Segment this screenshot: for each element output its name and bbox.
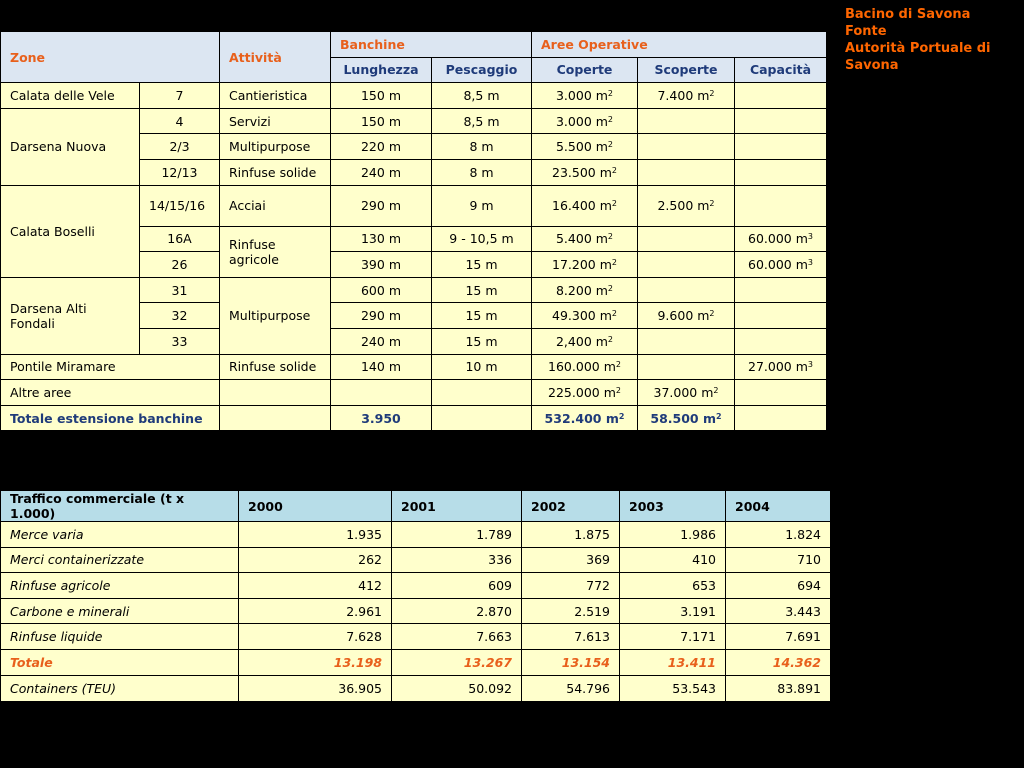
draft-cell: 8,5 m — [432, 108, 532, 134]
traffic-value: 3.443 — [726, 598, 831, 624]
uncovered-cell — [638, 226, 735, 252]
quay-cell: 31 — [140, 277, 220, 303]
covered-cell: 3.000 $m^2$ — [532, 83, 638, 109]
length-cell: 290 m — [331, 185, 432, 226]
header-uncovered: Scoperte — [638, 57, 735, 83]
draft-cell: 15 m — [432, 303, 532, 329]
quay-cell: 32 — [140, 303, 220, 329]
traffic-teu-row — [1, 675, 831, 702]
traffic-value: 694 — [726, 573, 831, 599]
traffic-value: 50.092 — [392, 675, 522, 702]
uncovered-cell: 7.400 $m^2$ — [638, 83, 735, 109]
length-cell: 390 m — [331, 252, 432, 278]
traffic-value: 1.824 — [726, 522, 831, 548]
total-label: Totale estensione banchine — [1, 405, 220, 431]
traffic-header-year: 2000 — [239, 491, 392, 522]
covered-cell: 5.500 $m^2$ — [532, 134, 638, 160]
length-cell: 240 m — [331, 328, 432, 354]
traffic-value: 2.519 — [522, 598, 620, 624]
draft-cell: 15 m — [432, 277, 532, 303]
traffic-value: 36.905 — [239, 675, 392, 702]
draft-cell — [432, 380, 532, 406]
capacity-cell — [735, 328, 827, 354]
uncovered-cell: 37.000 $m^2$ — [638, 380, 735, 406]
table-row — [1, 108, 827, 134]
draft-cell: 10 m — [432, 354, 532, 380]
length-cell: 140 m — [331, 354, 432, 380]
uncovered-cell: 9.600 $m^2$ — [638, 303, 735, 329]
traffic-value: 83.891 — [726, 675, 831, 702]
traffic-value: 710 — [726, 547, 831, 573]
traffic-value: 13.411 — [620, 649, 726, 675]
source-note-label: Fonte — [845, 24, 887, 39]
quay-cell: 2/3 — [140, 134, 220, 160]
quay-cell: 33 — [140, 328, 220, 354]
header-draft: Pescaggio — [432, 57, 532, 83]
traffic-header-year: 2004 — [726, 491, 831, 522]
traffic-row-label: Rinfuse agricole — [1, 573, 239, 599]
uncovered-cell — [638, 328, 735, 354]
traffic-row — [1, 598, 831, 624]
header-covered: Coperte — [532, 57, 638, 83]
covered-cell: 8.200 $m^2$ — [532, 277, 638, 303]
quay-cell: 7 — [140, 83, 220, 109]
traffic-value: 653 — [620, 573, 726, 599]
capacity-cell: 60.000 $m^3$ — [735, 252, 827, 278]
activity-cell: Multipurpose — [220, 277, 331, 354]
traffic-value: 3.191 — [620, 598, 726, 624]
traffic-value: 54.796 — [522, 675, 620, 702]
covered-cell: 23.500 $m^2$ — [532, 159, 638, 185]
capacity-cell — [735, 159, 827, 185]
activity-cell: Rinfuse solide — [220, 159, 331, 185]
length-cell: 240 m — [331, 159, 432, 185]
uncovered-cell — [638, 354, 735, 380]
traffic-value: 2.961 — [239, 598, 392, 624]
length-cell: 130 m — [331, 226, 432, 252]
source-note — [845, 6, 1020, 74]
length-cell: 220 m — [331, 134, 432, 160]
traffic-value: 410 — [620, 547, 726, 573]
traffic-value: 7.663 — [392, 624, 522, 650]
capacity-cell — [735, 134, 827, 160]
activity-cell: Cantieristica — [220, 83, 331, 109]
total-length: 3.950 — [331, 405, 432, 431]
table-row — [1, 380, 827, 406]
activity-cell: Acciai — [220, 185, 331, 226]
covered-cell: 2,400 $m^2$ — [532, 328, 638, 354]
covered-cell: 49.300 $m^2$ — [532, 303, 638, 329]
uncovered-cell — [638, 108, 735, 134]
draft-cell: 8,5 m — [432, 83, 532, 109]
traffic-value: 2.870 — [392, 598, 522, 624]
traffic-value: 53.543 — [620, 675, 726, 702]
source-note-authority: Autorità Portuale di — [845, 41, 991, 56]
quay-cell: 4 — [140, 108, 220, 134]
capacity-cell — [735, 83, 827, 109]
traffic-value: 7.691 — [726, 624, 831, 650]
covered-cell: 160.000 $m^2$ — [532, 354, 638, 380]
traffic-row — [1, 547, 831, 573]
header-quays: Banchine — [331, 32, 532, 58]
quay-cell: 12/13 — [140, 159, 220, 185]
activity-cell: Rinfuse solide — [220, 354, 331, 380]
uncovered-cell: 2.500 $m^2$ — [638, 185, 735, 226]
quay-cell: 14/15/16 — [140, 185, 220, 226]
activity-cell: Multipurpose — [220, 134, 331, 160]
covered-cell: 5.400 $m^2$ — [532, 226, 638, 252]
table-row — [1, 83, 827, 109]
zone-cell: Darsena Alti Fondali — [1, 277, 140, 354]
total-covered: 532.400 $m^2$ — [532, 405, 638, 431]
table-row — [1, 277, 827, 303]
uncovered-cell — [638, 134, 735, 160]
header-activity: Attività — [220, 32, 331, 83]
table-row — [1, 185, 827, 226]
total-uncovered: 58.500 $m^2$ — [638, 405, 735, 431]
capacity-cell — [735, 108, 827, 134]
traffic-value: 609 — [392, 573, 522, 599]
draft-cell: 9 - 10,5 m — [432, 226, 532, 252]
traffic-value: 1.875 — [522, 522, 620, 548]
traffic-value: 13.198 — [239, 649, 392, 675]
ports-table — [0, 31, 827, 431]
header-operative-areas: Aree Operative — [532, 32, 827, 58]
source-note-authority-cont: Savona — [845, 58, 899, 73]
zone-cell: Calata Boselli — [1, 185, 140, 277]
traffic-value: 1.789 — [392, 522, 522, 548]
zone-cell: Altre aree — [1, 380, 220, 406]
quay-cell: 16A — [140, 226, 220, 252]
traffic-header-year: 2001 — [392, 491, 522, 522]
traffic-value: 412 — [239, 573, 392, 599]
draft-cell: 15 m — [432, 252, 532, 278]
traffic-value: 7.613 — [522, 624, 620, 650]
capacity-cell: 60.000 $m^3$ — [735, 226, 827, 252]
traffic-header-year: 2003 — [620, 491, 726, 522]
traffic-row-label: Merci containerizzate — [1, 547, 239, 573]
traffic-row — [1, 573, 831, 599]
length-cell: 600 m — [331, 277, 432, 303]
traffic-table — [0, 490, 831, 702]
traffic-value: 1.935 — [239, 522, 392, 548]
length-cell: 150 m — [331, 108, 432, 134]
capacity-cell — [735, 185, 827, 226]
length-cell: 290 m — [331, 303, 432, 329]
draft-cell: 9 m — [432, 185, 532, 226]
traffic-value: 7.628 — [239, 624, 392, 650]
activity-cell — [220, 405, 331, 431]
zone-cell: Pontile Miramare — [1, 354, 220, 380]
length-cell: 150 m — [331, 83, 432, 109]
capacity-cell: 27.000 $m^3$ — [735, 354, 827, 380]
covered-cell: 16.400 $m^2$ — [532, 185, 638, 226]
uncovered-cell — [638, 252, 735, 278]
zone-cell: Calata delle Vele — [1, 83, 140, 109]
traffic-row — [1, 624, 831, 650]
quay-cell: 26 — [140, 252, 220, 278]
length-cell — [331, 380, 432, 406]
covered-cell: 17.200 $m^2$ — [532, 252, 638, 278]
traffic-value: 262 — [239, 547, 392, 573]
source-note-title: Bacino di Savona — [845, 7, 971, 22]
traffic-value: 1.986 — [620, 522, 726, 548]
covered-cell: 225.000 $m^2$ — [532, 380, 638, 406]
capacity-cell — [735, 277, 827, 303]
traffic-header-row — [1, 491, 831, 522]
table-row — [1, 354, 827, 380]
traffic-row-label: Rinfuse liquide — [1, 624, 239, 650]
header-capacity: Capacità — [735, 57, 827, 83]
capacity-cell — [735, 380, 827, 406]
traffic-row-label: Containers (TEU) — [1, 675, 239, 702]
draft-cell: 8 m — [432, 159, 532, 185]
activity-cell — [220, 380, 331, 406]
header-zone: Zone — [1, 32, 220, 83]
traffic-row-label: Carbone e minerali — [1, 598, 239, 624]
traffic-total-row — [1, 649, 831, 675]
traffic-value: 336 — [392, 547, 522, 573]
traffic-row-label: Totale — [1, 649, 239, 675]
covered-cell: 3.000 $m^2$ — [532, 108, 638, 134]
traffic-row — [1, 522, 831, 548]
uncovered-cell — [638, 159, 735, 185]
traffic-value: 7.171 — [620, 624, 726, 650]
traffic-value: 369 — [522, 547, 620, 573]
traffic-header-label: Traffico commerciale (t x 1.000) — [1, 491, 239, 522]
zone-cell: Darsena Nuova — [1, 108, 140, 185]
total-row — [1, 405, 827, 431]
header-length: Lunghezza — [331, 57, 432, 83]
draft-cell: 8 m — [432, 134, 532, 160]
capacity-cell — [735, 405, 827, 431]
activity-cell: Rinfuse agricole — [220, 226, 331, 277]
activity-cell: Servizi — [220, 108, 331, 134]
traffic-value: 13.267 — [392, 649, 522, 675]
capacity-cell — [735, 303, 827, 329]
uncovered-cell — [638, 277, 735, 303]
traffic-value: 14.362 — [726, 649, 831, 675]
traffic-header-year: 2002 — [522, 491, 620, 522]
traffic-row-label: Merce varia — [1, 522, 239, 548]
draft-cell — [432, 405, 532, 431]
traffic-value: 13.154 — [522, 649, 620, 675]
traffic-value: 772 — [522, 573, 620, 599]
draft-cell: 15 m — [432, 328, 532, 354]
